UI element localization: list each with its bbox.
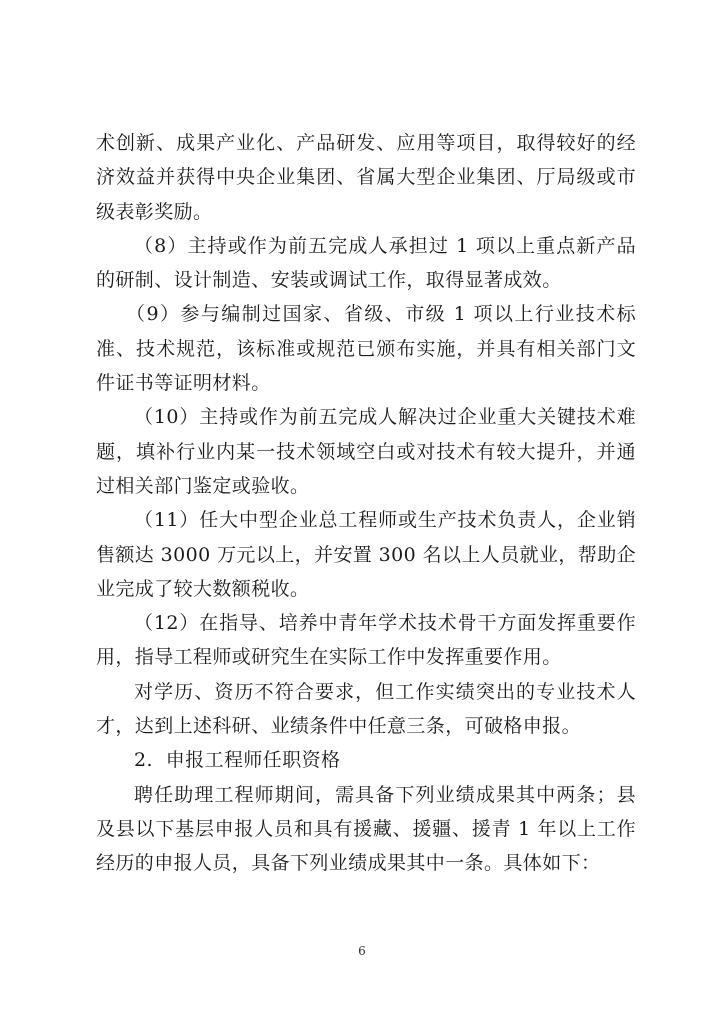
page-number: 6 [358, 944, 366, 958]
paragraph-item-12: （12）在指导、培养中青年学术技术骨干方面发挥重要作用，指导工程师或研究生在实际工作中发挥重要作用。 [96, 612, 636, 669]
body-text [96, 126, 636, 881]
paragraph-requirements: 聘任助理工程师期间，需具备下列业绩成果其中两条；县及县以下基层申报人员和具有援藏、援疆、援青 1 年以上工作经历的申报人员，具备下列业绩成果其中一条。具体如下： [96, 783, 636, 875]
paragraph-continuation: 术创新、成果产业化、产品研发、应用等项目，取得较好的经济效益并获得中央企业集团、省属大型企业集团、厅局级或市级表彰奖励。 [96, 132, 636, 223]
paragraph-item-11: （11）任大中型企业总工程师或生产技术负责人，企业销售额达 3000 万元以上，并安置 300 名以上人员就业，帮助企业完成了较大数额税收。 [96, 509, 636, 600]
paragraph-item-8: （8）主持或作为前五完成人承担过 1 项以上重点新产品的研制、设计制造、安装或调试工作，取得显著成效。 [96, 234, 636, 292]
paragraph-item-9: （9）参与编制过国家、省级、市级 1 项以上行业技术标准、技术规范，该标准或规范已颁布实施，并具有相关部门文件证书等证明材料。 [96, 303, 636, 395]
section-heading-2: 2. 申报工程师任职资格 [134, 749, 341, 772]
paragraph-exception: 对学历、资历不符合要求，但工作实绩突出的专业技术人才，达到上述科研、业绩条件中任意三条，可破格申报。 [96, 680, 636, 738]
paragraph-item-10: （10）主持或作为前五完成人解决过企业重大关键技术难题，填补行业内某一技术领域空白或对技术有较大提升，并通过相关部门鉴定或验收。 [96, 406, 636, 497]
